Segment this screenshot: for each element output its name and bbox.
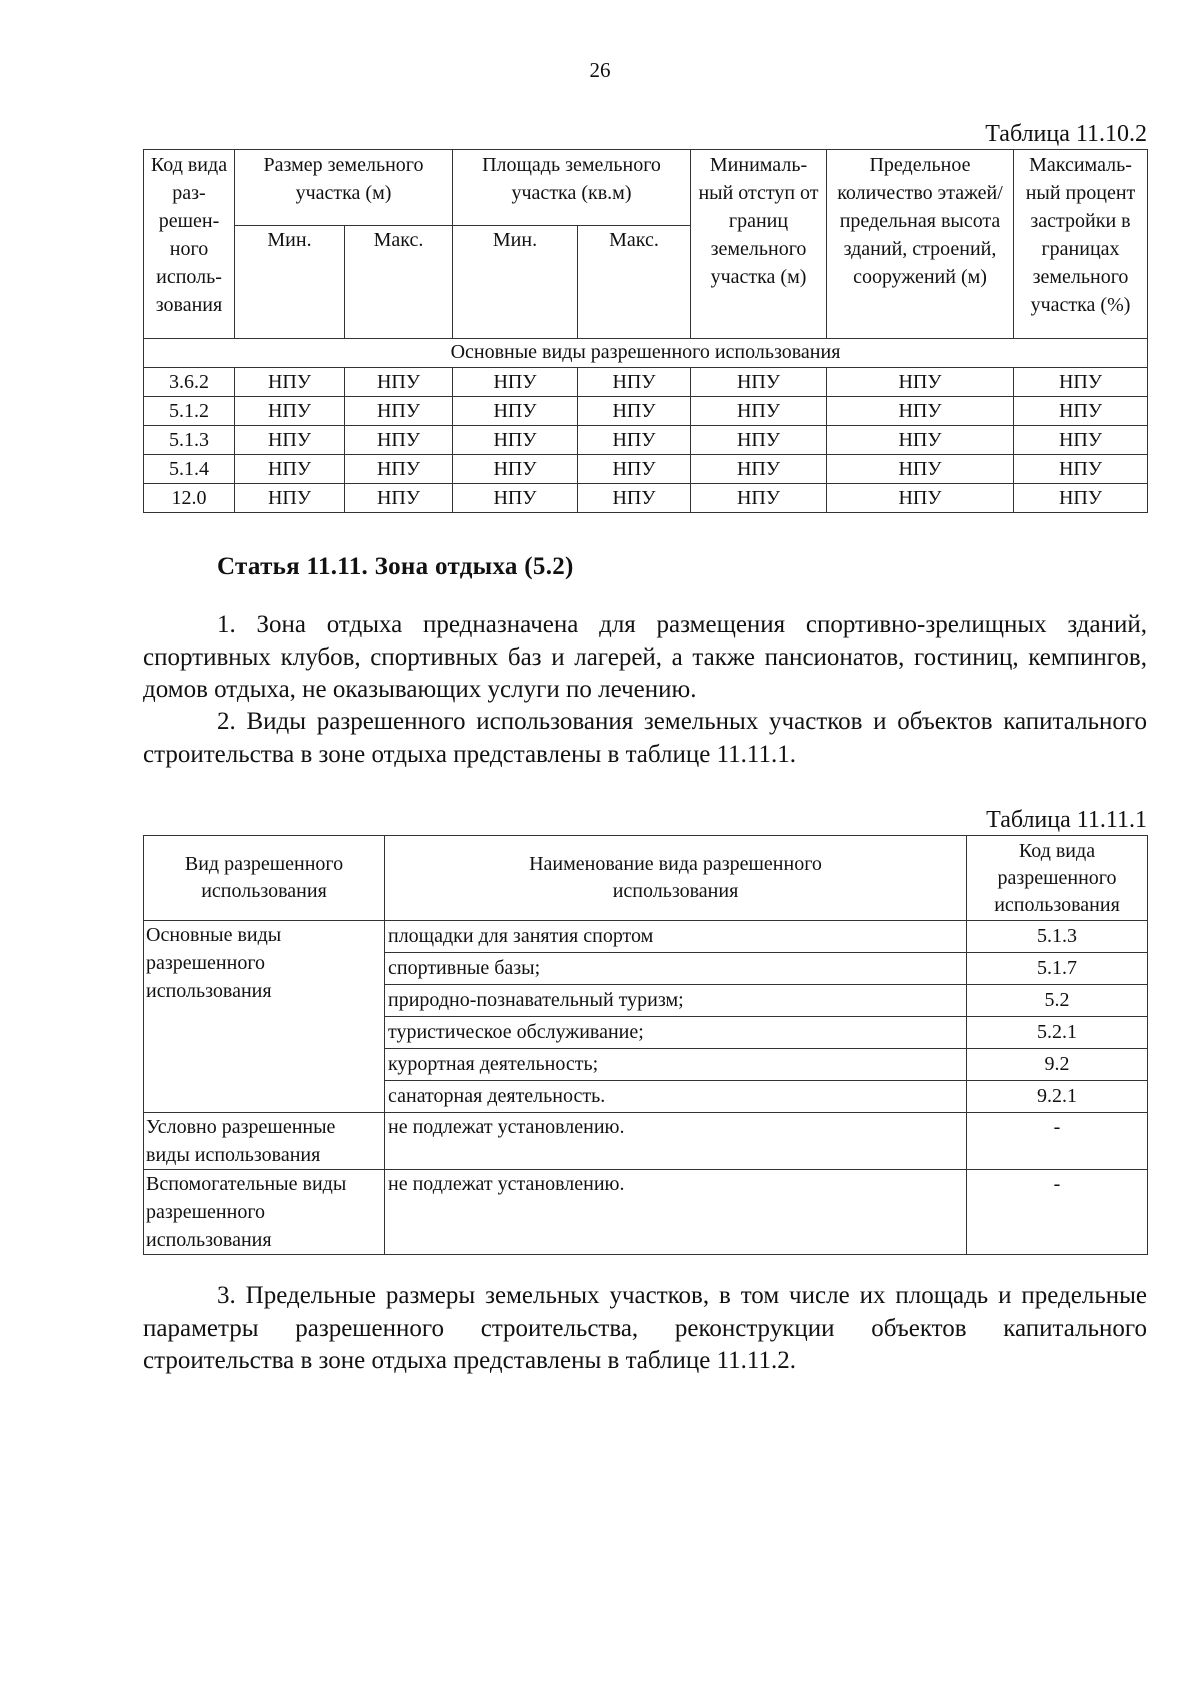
header-plot-size-max: Макс. (345, 226, 453, 339)
table-cell: НПУ (1014, 368, 1148, 397)
permitted-use-table (143, 835, 1148, 1255)
table-cell: НПУ (691, 397, 827, 426)
table-cell: НПУ (578, 426, 691, 455)
use-name: курортная деятельность; (385, 1049, 967, 1081)
use-name: санаторная деятельность. (385, 1081, 967, 1113)
table-cell: НПУ (691, 455, 827, 484)
header-min-offset: Минималь- ный отступ от границ земельного участка (м) (691, 150, 827, 339)
header-code: Код вида раз- решен- ного исполь- зования (144, 150, 235, 339)
use-code: 5.1.7 (967, 953, 1148, 985)
table-cell: НПУ (345, 455, 453, 484)
table-cell: НПУ (235, 368, 345, 397)
table-caption: Таблица 11.11.1 (986, 807, 1147, 833)
table-cell: НПУ (345, 426, 453, 455)
table-cell: НПУ (827, 368, 1014, 397)
use-code: 5.2.1 (967, 1017, 1148, 1049)
use-name: спортивные базы; (385, 953, 967, 985)
header-name: Наименование вида разрешенного использования (385, 836, 967, 921)
table-cell: НПУ (691, 484, 827, 513)
table-row (144, 426, 1148, 455)
table-cell: НПУ (578, 368, 691, 397)
table-row (144, 1170, 1148, 1255)
table-row (144, 921, 1148, 953)
table-cell: 5.1.2 (144, 397, 235, 426)
table-cell: НПУ (827, 484, 1014, 513)
header-plot-area: Площадь земельного участка (кв.м) (453, 150, 691, 226)
table-row (144, 397, 1148, 426)
table-cell: НПУ (578, 484, 691, 513)
use-name: туристическое обслуживание; (385, 1017, 967, 1049)
header-type: Вид разрешенного использования (144, 836, 385, 921)
header-max-floors: Предельное количество этажей/ предельная высота зданий, строений, сооружений (м) (827, 150, 1014, 339)
paragraph: 2. Виды разрешенного использования земельных участков и объектов капитального строительства в зоне отдыха представлены в таблице 11.11.1. (143, 708, 1147, 768)
use-name: не подлежат установлению. (385, 1170, 967, 1255)
table-cell: НПУ (827, 426, 1014, 455)
table-cell: НПУ (1014, 426, 1148, 455)
header-max-percent: Максималь- ный процент застройки в границах земельного участка (%) (1014, 150, 1148, 339)
table-cell: НПУ (453, 455, 578, 484)
table-cell: НПУ (453, 368, 578, 397)
header-plot-area-max: Макс. (578, 226, 691, 339)
table-cell: НПУ (827, 397, 1014, 426)
header-code: Код вида разрешенного использования (967, 836, 1148, 921)
use-code: - (967, 1113, 1148, 1170)
table-cell: 3.6.2 (144, 368, 235, 397)
use-code: 9.2 (967, 1049, 1148, 1081)
header-plot-size-min: Мин. (235, 226, 345, 339)
table-cell: НПУ (235, 426, 345, 455)
table-row (144, 484, 1148, 513)
table-caption: Таблица 11.10.2 (985, 121, 1147, 147)
article-heading: Статья 11.11. Зона отдыха (5.2) (217, 553, 574, 580)
table-cell: НПУ (453, 397, 578, 426)
table-cell: НПУ (691, 426, 827, 455)
table-row (144, 1113, 1148, 1170)
use-name: не подлежат установлению. (385, 1113, 967, 1170)
group-label: Вспомогательные виды разрешенного использования (144, 1170, 385, 1255)
table-cell: НПУ (453, 484, 578, 513)
section-title: Основные виды разрешенного использования (144, 339, 1148, 368)
table-cell: НПУ (578, 397, 691, 426)
table-cell: НПУ (578, 455, 691, 484)
table-cell: 12.0 (144, 484, 235, 513)
table-cell: НПУ (235, 397, 345, 426)
parameters-table (143, 149, 1148, 513)
header-plot-size: Размер земельного участка (м) (235, 150, 453, 226)
table-row (144, 455, 1148, 484)
use-code: - (967, 1170, 1148, 1255)
header-plot-area-min: Мин. (453, 226, 578, 339)
table-row (144, 368, 1148, 397)
use-name: площадки для занятия спортом (385, 921, 967, 953)
table-cell: НПУ (1014, 397, 1148, 426)
group-label: Основные виды разрешенного использования (144, 921, 385, 1113)
table-cell: 5.1.3 (144, 426, 235, 455)
table-cell: НПУ (1014, 455, 1148, 484)
paragraph: 1. Зона отдыха предназначена для размещения спортивно-зрелищных зданий, спортивных клубов, спортивных баз и лагерей, а также пансионатов, гостиниц, кемпингов, домов отдыха, не оказывающих услуги по лечению. (143, 611, 1147, 703)
paragraph: 3. Предельные размеры земельных участков, в том числе их площадь и предельные параметры разрешенного строительства, реконструкции объектов капитального строительства в зоне отдыха представлены в таблице 11.11.2. (143, 1282, 1147, 1374)
table-cell: НПУ (691, 368, 827, 397)
use-code: 5.1.3 (967, 921, 1148, 953)
table-cell: НПУ (345, 484, 453, 513)
table-cell: НПУ (235, 484, 345, 513)
table-cell: НПУ (1014, 484, 1148, 513)
table-cell: НПУ (345, 368, 453, 397)
page-number: 26 (589, 58, 611, 82)
use-name: природно-познавательный туризм; (385, 985, 967, 1017)
use-code: 5.2 (967, 985, 1148, 1017)
table-cell: НПУ (345, 397, 453, 426)
table-cell: НПУ (827, 455, 1014, 484)
table-cell: НПУ (235, 455, 345, 484)
use-code: 9.2.1 (967, 1081, 1148, 1113)
table-cell: 5.1.4 (144, 455, 235, 484)
table-cell: НПУ (453, 426, 578, 455)
group-label: Условно разрешенные виды использования (144, 1113, 385, 1170)
